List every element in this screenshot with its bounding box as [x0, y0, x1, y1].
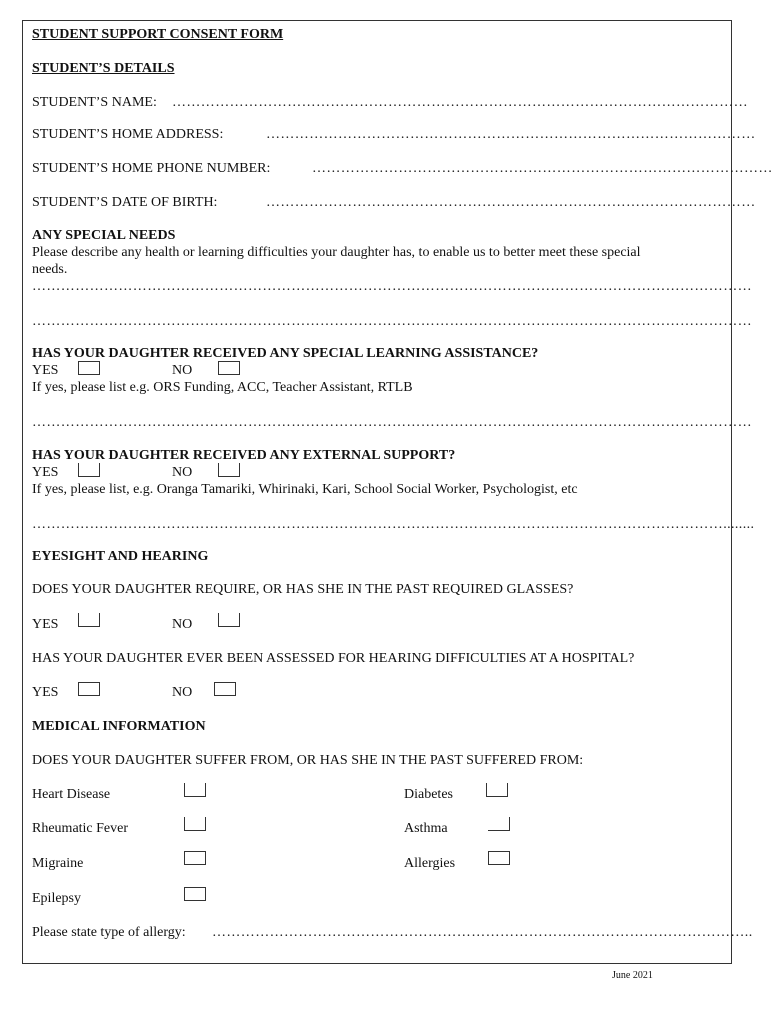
special-needs-heading: ANY SPECIAL NEEDS: [32, 228, 176, 243]
glasses-yes-label: YES: [32, 617, 59, 632]
hearing-yes-checkbox[interactable]: [78, 682, 100, 696]
hearing-no-checkbox[interactable]: [214, 682, 236, 696]
learning-assistance-yes-label: YES: [32, 363, 59, 378]
student-name-field[interactable]: …………………………………………………………………………………………………………: [172, 95, 748, 110]
asthma-label: Asthma: [404, 821, 448, 836]
external-support-question: HAS YOUR DAUGHTER RECEIVED ANY EXTERNAL SUPPORT?: [32, 448, 456, 463]
date-of-birth-label: STUDENT’S DATE OF BIRTH:: [32, 195, 218, 210]
allergies-checkbox[interactable]: [488, 851, 510, 865]
special-needs-field-line-1[interactable]: ……………………………………………………………………………………………………………………………………: [32, 279, 752, 294]
allergy-type-label: Please state type of allergy:: [32, 925, 186, 940]
home-address-label: STUDENT’S HOME ADDRESS:: [32, 127, 224, 142]
heart-disease-label: Heart Disease: [32, 787, 111, 802]
home-phone-label: STUDENT’S HOME PHONE NUMBER:: [32, 161, 271, 176]
eyesight-hearing-heading: EYESIGHT AND HEARING: [32, 549, 209, 564]
learning-assistance-instruction: If yes, please list e.g. ORS Funding, ACC, Teacher Assistant, RTLB: [32, 380, 413, 395]
external-support-no-label: NO: [172, 465, 193, 480]
hearing-no-label: NO: [172, 685, 193, 700]
footer-date: June 2021: [612, 970, 653, 981]
learning-assistance-field[interactable]: ……………………………………………………………………………………………………………………………………: [32, 415, 752, 430]
diabetes-label: Diabetes: [404, 787, 453, 802]
hearing-yes-label: YES: [32, 685, 59, 700]
external-support-instruction: If yes, please list, e.g. Oranga Tamariki, Whirinaki, Kari, School Social Worker, Psychologist, etc: [32, 482, 578, 497]
student-name-label: STUDENT’S NAME:: [32, 95, 157, 110]
diabetes-checkbox[interactable]: [486, 783, 508, 797]
epilepsy-checkbox[interactable]: [184, 887, 206, 901]
form-title: STUDENT SUPPORT CONSENT FORM: [32, 27, 284, 42]
hearing-question: HAS YOUR DAUGHTER EVER BEEN ASSESSED FOR HEARING DIFFICULTIES AT A HOSPITAL?: [32, 651, 635, 666]
external-support-no-checkbox[interactable]: [218, 463, 240, 477]
special-needs-description-cont: needs.: [32, 262, 68, 277]
learning-assistance-no-label: NO: [172, 363, 193, 378]
heart-disease-checkbox[interactable]: [184, 783, 206, 797]
allergy-type-field[interactable]: …………………………………………………………………………………………………..: [212, 925, 753, 940]
rheumatic-fever-checkbox[interactable]: [184, 817, 206, 831]
epilepsy-label: Epilepsy: [32, 891, 81, 906]
date-of-birth-field[interactable]: …………………………………………………………………………………………: [266, 195, 756, 210]
glasses-no-label: NO: [172, 617, 193, 632]
glasses-question: DOES YOUR DAUGHTER REQUIRE, OR HAS SHE IN THE PAST REQUIRED GLASSES?: [32, 582, 574, 597]
glasses-yes-checkbox[interactable]: [78, 613, 100, 627]
learning-assistance-no-checkbox[interactable]: [218, 361, 240, 375]
asthma-checkbox[interactable]: [488, 817, 510, 831]
home-phone-field[interactable]: ……………………………………………………………………………………: [312, 161, 773, 176]
student-details-heading: STUDENT’S DETAILS: [32, 61, 175, 76]
special-needs-field-line-2[interactable]: ……………………………………………………………………………………………………………………………………: [32, 314, 752, 329]
learning-assistance-yes-checkbox[interactable]: [78, 361, 100, 375]
home-address-field[interactable]: …………………………………………………………………………………………: [266, 127, 756, 142]
migraine-checkbox[interactable]: [184, 851, 206, 865]
special-needs-description: Please describe any health or learning difficulties your daughter has, to enable us to better meet these special: [32, 245, 641, 260]
learning-assistance-question: HAS YOUR DAUGHTER RECEIVED ANY SPECIAL LEARNING ASSISTANCE?: [32, 346, 539, 361]
external-support-field[interactable]: ………………………………………………………………………………………………………………………………........: [32, 517, 755, 532]
allergies-label: Allergies: [404, 856, 456, 871]
rheumatic-fever-label: Rheumatic Fever: [32, 821, 129, 836]
glasses-no-checkbox[interactable]: [218, 613, 240, 627]
medical-question: DOES YOUR DAUGHTER SUFFER FROM, OR HAS SHE IN THE PAST SUFFERED FROM:: [32, 753, 584, 768]
migraine-label: Migraine: [32, 856, 84, 871]
medical-information-heading: MEDICAL INFORMATION: [32, 719, 206, 734]
external-support-yes-label: YES: [32, 465, 59, 480]
external-support-yes-checkbox[interactable]: [78, 463, 100, 477]
